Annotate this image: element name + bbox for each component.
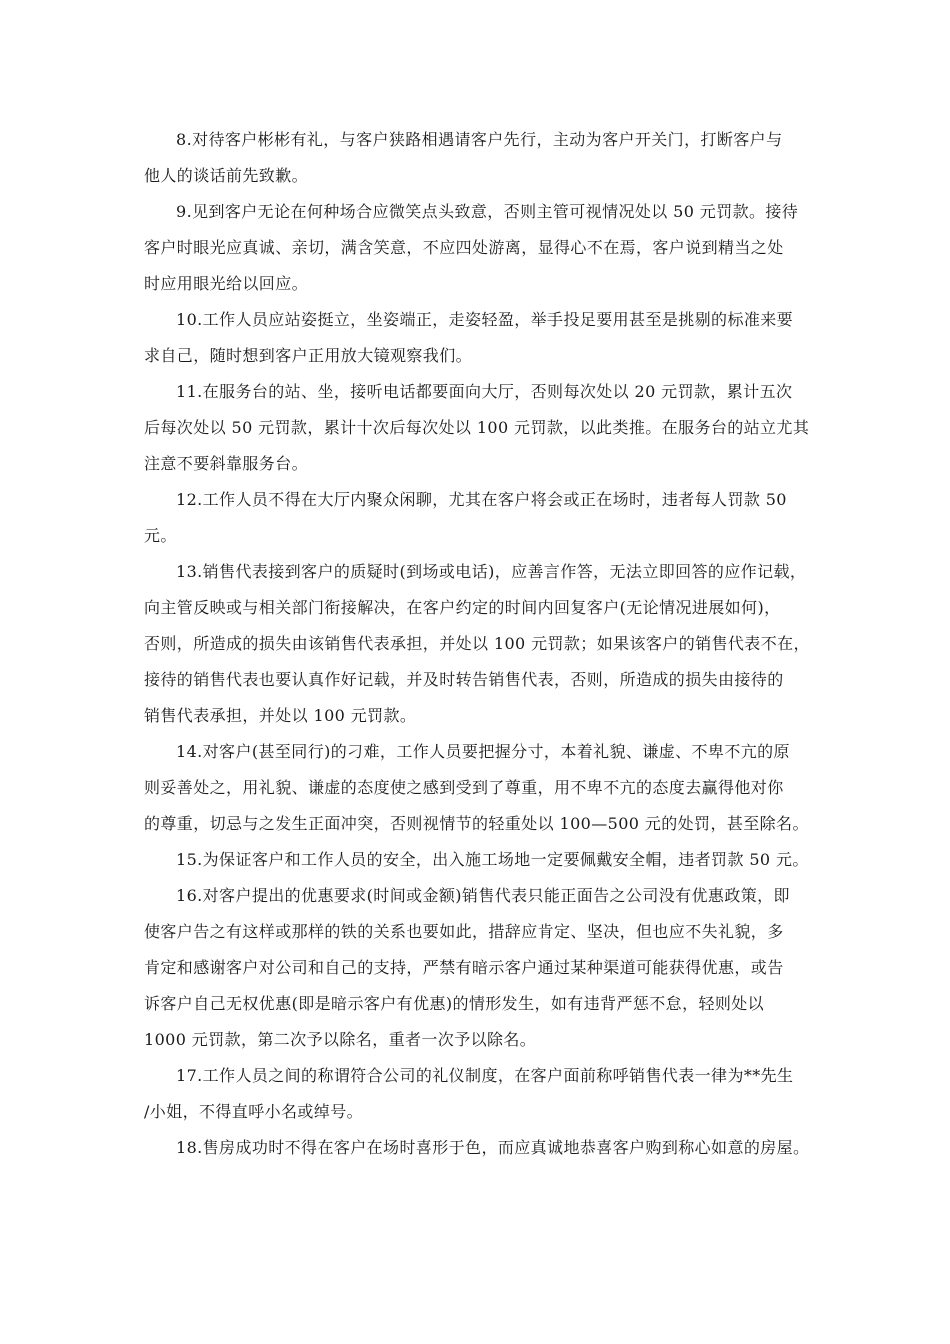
paragraph-11-line-3: 注意不要斜靠服务台。 xyxy=(144,454,309,473)
paragraph-11-line-1: 11.在服务台的站、坐，接听电话都要面向大厅，否则每次处以 20 元罚款，累计五次 xyxy=(176,382,793,401)
paragraph-10-line-1: 10.工作人员应站姿挺立，坐姿端正，走姿轻盈，举手投足要用甚至是挑剔的标准来要 xyxy=(176,310,794,329)
paragraph-15-line-1: 15.为保证客户和工作人员的安全，出入施工场地一定要佩戴安全帽，违者罚款 50 元。 xyxy=(176,850,809,869)
paragraph-13-line-4: 接待的销售代表也要认真作好记载，并及时转告销售代表，否则，所造成的损失由接待的 xyxy=(144,670,784,689)
paragraph-16-line-5: 1000 元罚款，第二次予以除名，重者一次予以除名。 xyxy=(144,1030,537,1049)
paragraph-9-line-3: 时应用眼光给以回应。 xyxy=(144,274,309,293)
paragraph-13-line-1: 13.销售代表接到客户的质疑时(到场或电话)，应善言作答，无法立即回答的应作记载， xyxy=(176,562,807,581)
paragraph-17-line-1: 17.工作人员之间的称谓符合公司的礼仪制度，在客户面前称呼销售代表一律为**先生 xyxy=(176,1066,794,1085)
paragraph-14-line-1: 14.对客户(甚至同行)的刁难，工作人员要把握分寸，本着礼貌、谦虚、不卑不亢的原 xyxy=(176,742,790,761)
paragraph-14-line-2: 则妥善处之，用礼貌、谦虚的态度使之感到受到了尊重，用不卑不亢的态度去赢得他对你 xyxy=(144,778,784,797)
paragraph-9-line-2: 客户时眼光应真诚、亲切，满含笑意，不应四处游离，显得心不在焉，客户说到精当之处 xyxy=(144,238,784,257)
paragraph-10-line-2: 求自己，随时想到客户正用放大镜观察我们。 xyxy=(144,346,473,365)
paragraph-16-line-2: 使客户告之有这样或那样的铁的关系也要如此，措辞应肯定、坚决，但也应不失礼貌，多 xyxy=(144,922,784,941)
paragraph-18-line-1: 18.售房成功时不得在客户在场时喜形于色，而应真诚地恭喜客户购到称心如意的房屋。 xyxy=(176,1138,810,1157)
paragraph-14-line-3: 的尊重，切忌与之发生正面冲突，否则视情节的轻重处以 100—500 元的处罚，甚至除名。 xyxy=(144,814,809,833)
paragraph-9-line-1: 9.见到客户无论在何种场合应微笑点头致意，否则主管可视情况处以 50 元罚款。接待 xyxy=(176,202,799,221)
paragraph-11-line-2: 后每次处以 50 元罚款，累计十次后每次处以 100 元罚款，以此类推。在服务台的站立尤其 xyxy=(144,418,810,437)
paragraph-13-line-5: 销售代表承担，并处以 100 元罚款。 xyxy=(144,706,417,725)
paragraph-16-line-1: 16.对客户提出的优惠要求(时间或金额)销售代表只能正面告之公司没有优惠政策，即 xyxy=(176,886,790,905)
paragraph-8-line-1: 8.对待客户彬彬有礼，与客户狭路相遇请客户先行，主动为客户开关门，打断客户与 xyxy=(176,130,783,149)
paragraph-16-line-4: 诉客户自己无权优惠(即是暗示客户有优惠)的情形发生，如有违背严惩不怠，轻则处以 xyxy=(144,994,765,1013)
paragraph-13-line-2: 向主管反映或与相关部门衔接解决，在客户约定的时间内回复客户(无论情况进展如何)， xyxy=(144,598,781,617)
paragraph-12-line-1: 12.工作人员不得在大厅内聚众闲聊，尤其在客户将会或正在场时，违者每人罚款 50 xyxy=(176,490,787,509)
paragraph-16-line-3: 肯定和感谢客户对公司和自己的支持，严禁有暗示客户通过某种渠道可能获得优惠，或告 xyxy=(144,958,784,977)
paragraph-17-line-2: /小姐，不得直呼小名或绰号。 xyxy=(144,1102,363,1121)
paragraph-13-line-3: 否则，所造成的损失由该销售代表承担，并处以 100 元罚款；如果该客户的销售代表不在， xyxy=(144,634,810,653)
paragraph-12-line-2: 元。 xyxy=(144,526,177,545)
paragraph-8-line-2: 他人的谈话前先致歉。 xyxy=(144,166,309,185)
